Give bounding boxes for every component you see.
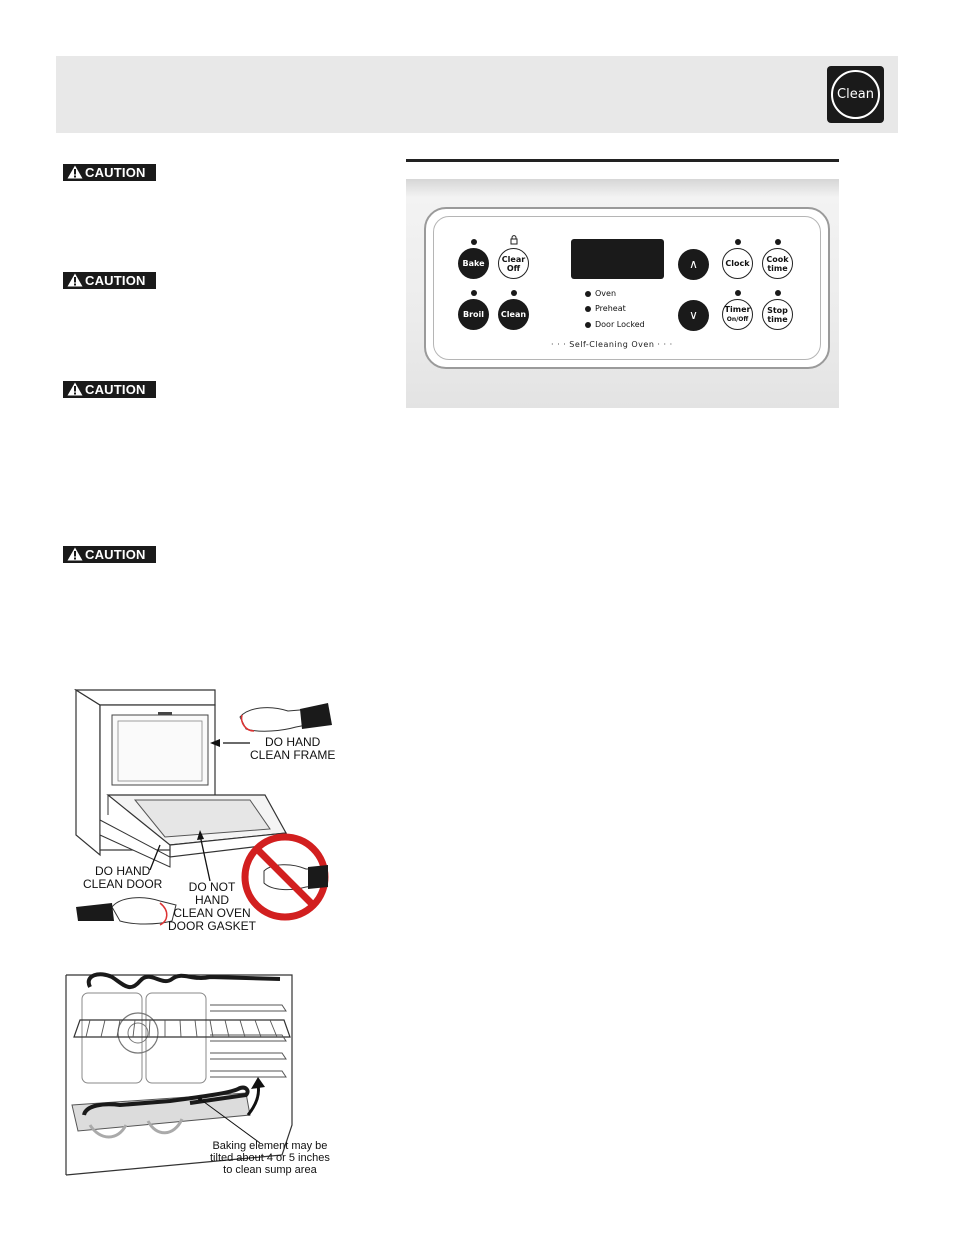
- gasket-label-line3: CLEAN OVEN: [173, 906, 251, 920]
- door-label: [83, 865, 162, 891]
- clock-button[interactable]: Clock: [722, 248, 753, 279]
- stop-time-indicator-dot: [775, 290, 781, 296]
- element-caption: [210, 1140, 330, 1176]
- broil-button[interactable]: Broil: [458, 299, 489, 330]
- door-cleaning-illustration: [60, 685, 340, 935]
- up-arrow-button[interactable]: ∧: [678, 249, 709, 280]
- clean-badge: [827, 66, 884, 123]
- gasket-label: [168, 881, 256, 933]
- timer-label-line2: On/Off: [726, 316, 749, 323]
- warning-icon: [67, 165, 83, 179]
- cook-time-label-line1: Cook: [766, 254, 789, 264]
- caution-label: [63, 381, 156, 398]
- timer-indicator-dot: [735, 290, 741, 296]
- down-arrow-button[interactable]: ∨: [678, 300, 709, 331]
- element-caption-line1: Baking element may be: [212, 1140, 328, 1152]
- caution-text: CAUTION: [85, 547, 146, 562]
- oven-indicator-label: Oven: [595, 289, 617, 298]
- door-label-line2: CLEAN DOOR: [83, 877, 163, 891]
- control-panel-illustration: [406, 159, 839, 408]
- cook-time-indicator-dot: [775, 239, 781, 245]
- caution-text: CAUTION: [85, 382, 146, 397]
- bake-button[interactable]: Bake: [458, 248, 489, 279]
- stop-time-label-line1: Stop: [767, 305, 788, 315]
- header-bar: [56, 56, 898, 133]
- gasket-label-line4: DOOR GASKET: [168, 919, 257, 933]
- door-locked-indicator: [585, 320, 645, 329]
- timer-label-line1: Timer: [724, 305, 751, 314]
- panel-top-rule: [406, 159, 839, 162]
- timer-button[interactable]: [722, 299, 753, 330]
- caution-label: [63, 546, 156, 563]
- stop-time-label-line2: time: [767, 314, 788, 324]
- stop-time-button[interactable]: [762, 299, 793, 330]
- baking-element-illustration: [60, 965, 340, 1180]
- element-caption-line3: to clean sump area: [223, 1164, 317, 1176]
- digital-display: [571, 239, 664, 279]
- clear-off-label-line2: Off: [506, 263, 521, 273]
- preheat-indicator-label: Preheat: [595, 304, 626, 313]
- element-caption-line2: tilted about 4 or 5 inches: [210, 1152, 330, 1164]
- broil-indicator-dot: [471, 290, 477, 296]
- gasket-label-line2: HAND: [195, 893, 230, 907]
- clean-badge-label: Clean: [837, 87, 874, 102]
- caution-text: CAUTION: [85, 165, 146, 180]
- warning-icon: [67, 547, 83, 561]
- warning-icon: [67, 273, 83, 287]
- door-label-line1: DO HAND: [95, 864, 151, 878]
- clear-off-button[interactable]: [498, 248, 529, 279]
- lock-icon: [510, 235, 518, 245]
- caution-label: [63, 272, 156, 289]
- caution-label: [63, 164, 156, 181]
- frame-label: [250, 736, 335, 762]
- bake-indicator-dot: [471, 239, 477, 245]
- clean-indicator-dot: [511, 290, 517, 296]
- gasket-label-line1: DO NOT: [188, 880, 236, 894]
- frame-label-line1: DO HAND: [265, 735, 321, 749]
- caution-text: CAUTION: [85, 273, 146, 288]
- warning-icon: [67, 382, 83, 396]
- preheat-indicator: [585, 304, 626, 313]
- panel-inner-border: [433, 216, 821, 360]
- clock-indicator-dot: [735, 239, 741, 245]
- cook-time-button[interactable]: [762, 248, 793, 279]
- oven-indicator: [585, 289, 616, 298]
- cook-time-label-line2: time: [767, 263, 788, 273]
- frame-label-line2: CLEAN FRAME: [250, 748, 336, 762]
- door-locked-indicator-label: Door Locked: [595, 320, 645, 329]
- self-cleaning-oven-label: · · · Self-Cleaning Oven · · ·: [551, 340, 673, 349]
- clear-off-label-line1: Clear: [501, 254, 526, 264]
- clean-button[interactable]: Clean: [498, 299, 529, 330]
